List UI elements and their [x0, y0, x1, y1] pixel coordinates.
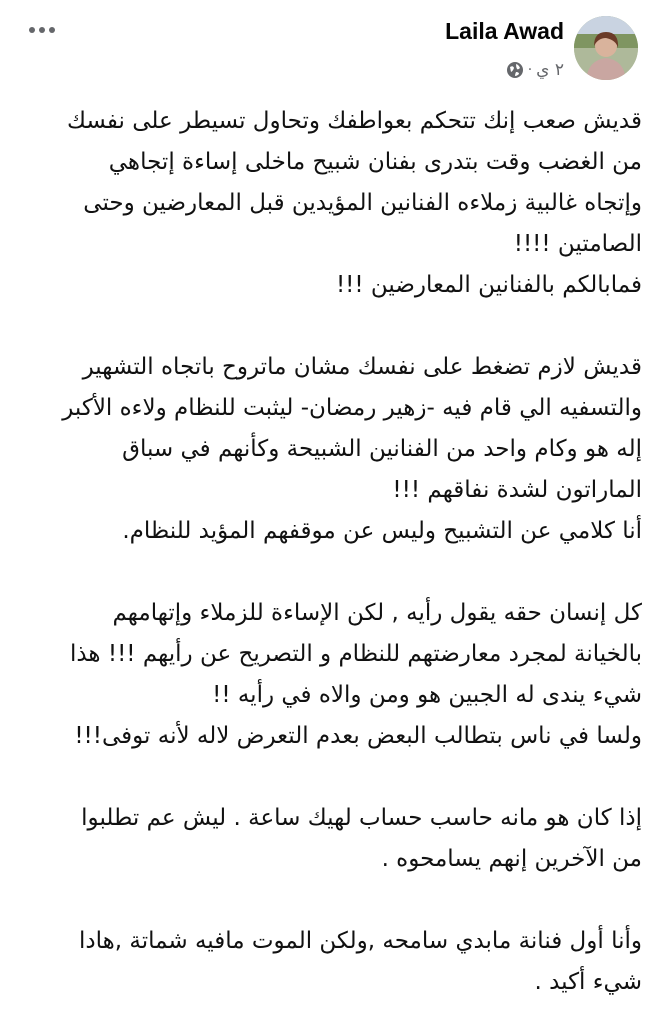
post-paragraph: وأنا أول فنانة مابدي سامحه ,ولكن الموت مافيه شماتة ,هادا شيء أكيد . [78, 928, 642, 995]
profile-photo [574, 16, 638, 80]
paragraph-gap [18, 552, 642, 593]
separator-dot: · [527, 62, 533, 78]
post-paragraph: قديش صعب إنك تتحكم بعواطفك وتحاول تسيطر على نفسك من الغضب وقت بتدرى بفنان شبيح ماخلى إساءة إتجاهي وإتجاه غالبية زملاءه الفنانين المؤيدين قبل المعارضين وحتى الصامتين !!!! فمابالكم بالفنانين المعارضين !!! [67, 108, 642, 298]
post-paragraph: قديش لازم تضغط على نفسك مشان ماتروح باتجاه التشهير والتسفيه الي قام فيه -زهير رمضان- ليثبت للنظام ولاءه الأكبر إله هو وكام واحد من الفنانين الشبيحة وكأنهم في سباق الماراتون لشدة نفاقهم !!! أنا كلامي عن التشبيح وليس عن موقفهم المؤيد للنظام. [62, 354, 642, 544]
post-paragraph: كل إنسان حقه يقول رأيه , لكن الإساءة للزملاء وإتهامهم بالخيانة لمجرد معارضتهم للنظام و التصريح عن رأيهم !!! هذا شيء يندى له الجبين هو ومن والاه في رأيه !! ولسا في ناس بتطالب البعض بعدم التعرض لاله لأنه توفى!!! [69, 600, 642, 749]
post-paragraph: إذا كان هو مانه حاسب حساب لهيك ساعة . ليش عم تطلبوا من الآخرين إنهم يسامحوه . [81, 805, 642, 872]
author-name[interactable]: Laila Awad [445, 18, 564, 44]
more-options-button[interactable] [24, 18, 60, 42]
paragraph-gap [18, 757, 642, 798]
timestamp[interactable]: ٢ ي [536, 60, 564, 80]
paragraph-gap [18, 880, 642, 921]
paragraph-gap [18, 306, 642, 347]
avatar[interactable] [574, 16, 638, 80]
post-body [18, 101, 642, 1003]
post-meta [506, 60, 564, 80]
post-header [0, 0, 657, 90]
more-options-icon [29, 27, 35, 33]
globe-icon[interactable] [506, 61, 524, 79]
